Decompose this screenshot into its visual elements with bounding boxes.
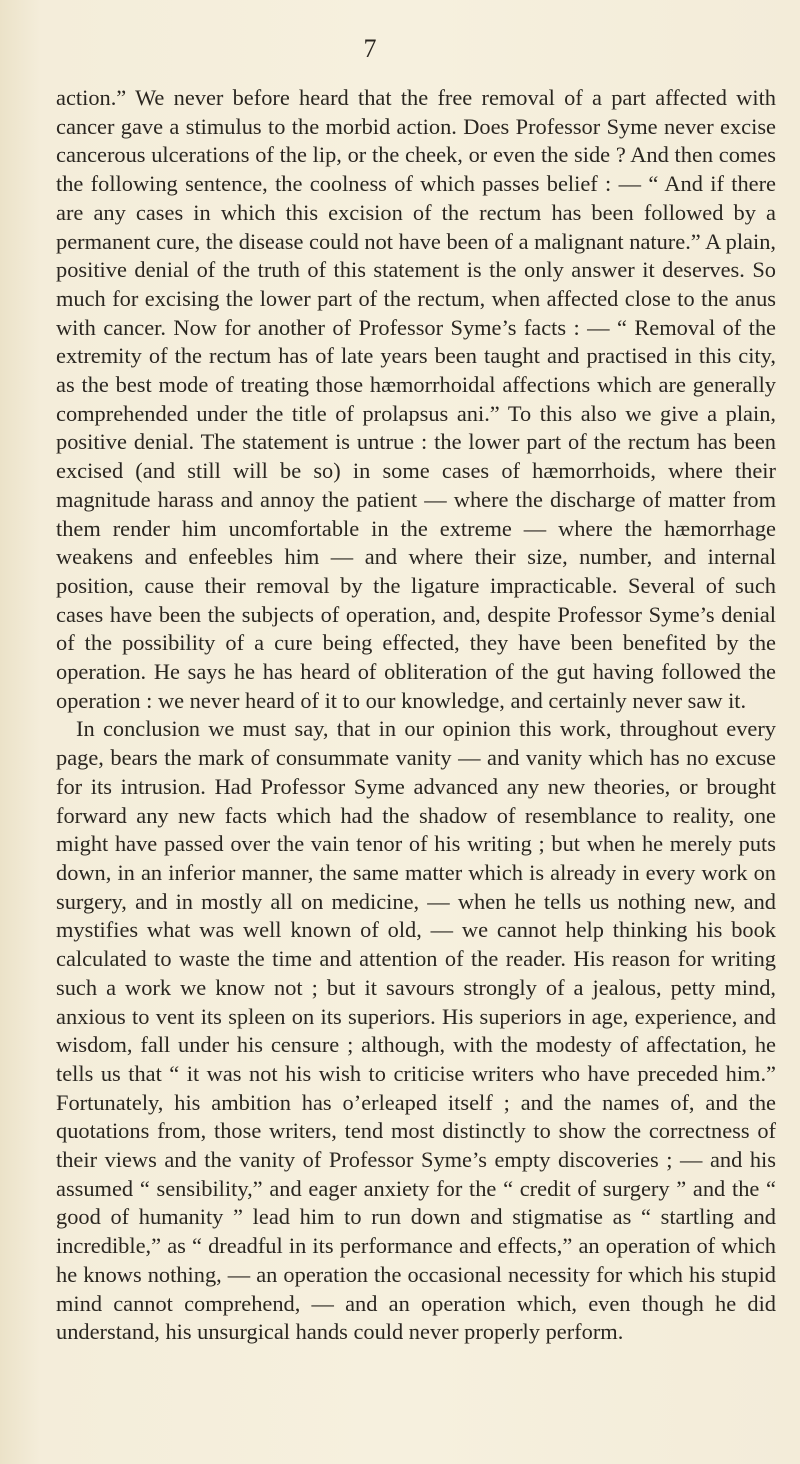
page-number: 7 <box>363 34 377 63</box>
paragraph-2: In conclusion we must say, that in our opinion this work, throughout every page, bears the mark of consummate vanity — and vanity which has no excuse for its intrusion. Had Professor Syme advanced any new theories, or brought forward any new facts which had the shadow of resemblance to reality, one might have passed over the vain tenor of his writing ; but when he merely puts down, in an inferior manner, the same matter which is already in every work on surgery, and in mostly all on medicine, — when he tells us nothing new, and mystifies what was well known of old, — we cannot help thinking his book calculated to waste the time and attention of the reader. His reason for writing such a work we know not ; but it savours strongly of a jealous, petty mind, anxious to vent its spleen on its superiors. His superiors in age, experience, and wisdom, fall under his censure ; although, with the modesty of affectation, he tells us that “ it was not his wish to criticise writers who have preceded him.” Fortunately, his ambition has o’erleaped itself ; and the names of, and the quotations from, those writers, tend most distinctly to show the correctness of their views and the vanity of Professor Syme’s empty discoveries ; — and his assumed “ sensibility,” and eager anxiety for the “ credit of surgery ” and the “ good of humanity ” lead him to run down and stigmatise as “ startling and incredible,” as “ dreadful in its performance and effects,” an operation of which he knows nothing, — an operation the occasional necessity for which his stupid mind cannot comprehend, — and an operation which, even though he did understand, his unsurgical hands could never properly perform. <box>56 716 776 1345</box>
paragraph-1: action.” We never before heard that the free removal of a part affected with cancer gave a stimulus to the morbid action. Does Professor Syme never excise cancerous ulcerations of the lip, or the cheek, or even the side ? And then comes the following sentence, the coolness of which passes belief : — “ And if there are any cases in which this excision of the rectum has been followed by a permanent cure, the disease could not have been of a malignant nature.” A plain, positive denial of the truth of this statement is the only answer it deserves. So much for excising the lower part of the rectum, when affected close to the anus with cancer. Now for another of Professor Syme’s facts : — “ Removal of the extremity of the rectum has of late years been taught and practised in this city, as the best mode of treating those hæmorrhoidal affections which are generally comprehended under the title of prolapsus ani.” To this also we give a plain, positive denial. The statement is untrue : the lower part of the rectum has been excised (and still will be so) in some cases of hæmorrhoids, where their magnitude harass and annoy the patient — where the discharge of matter from them render him uncomfortable in the extreme — where the hæmorrhage weakens and enfeebles him — and where their size, number, and internal position, cause their removal by the ligature impracticable. Several of such cases have been the subjects of operation, and, despite Professor Syme’s denial of the possibility of a cure being effected, they have been benefited by the operation. He says he has heard of obliteration of the gut having followed the operation : we never heard of it to our knowledge, and certainly never saw it. <box>56 85 776 713</box>
body-text <box>56 84 776 1347</box>
